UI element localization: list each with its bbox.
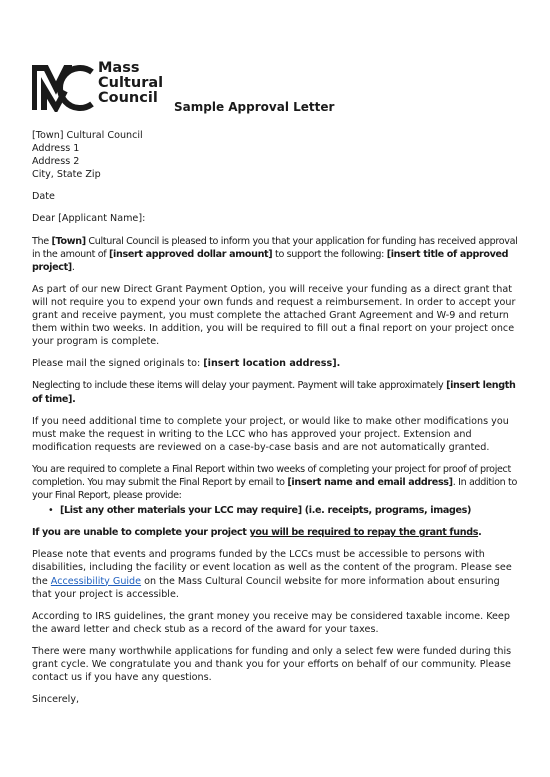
letter-body: [32, 129, 522, 715]
logo-line-cultural: Cultural: [98, 75, 164, 91]
bullet-icon: •: [48, 505, 54, 517]
text-run: If you are unable to complete your project: [32, 527, 250, 539]
closing: Sincerely,: [32, 694, 80, 706]
address-line: Address 1: [32, 143, 80, 155]
logo-wordmark: [98, 61, 163, 106]
placeholder-time: [insert length of time].: [32, 380, 516, 405]
salutation: Dear [Applicant Name]:: [32, 213, 146, 225]
text-run: on the Mass Cultural Council website for more information about ensuring that your project is accessible.: [32, 575, 500, 600]
text-run: .: [478, 527, 482, 539]
text-run: You are required to complete a Final Report within two weeks of completing your project for proof of project completion. You may submit the Final Report by email to: [32, 463, 511, 488]
logo-line-council: Council: [98, 90, 158, 106]
paragraph-mail: [32, 357, 522, 370]
paragraph-final-report: [32, 463, 522, 502]
address-line: [Town] Cultural Council: [32, 130, 143, 141]
date-line: Date: [32, 191, 55, 203]
placeholder-contact: [insert name and email address]: [287, 476, 453, 488]
repay-warning: you will be required to repay the grant funds: [249, 527, 479, 539]
paragraph-payment-time: [32, 379, 522, 405]
logo-line-mass: Mass: [98, 60, 140, 76]
paragraph-approval: [32, 235, 522, 274]
paragraph-direct-grant: As part of our new Direct Grant Payment Option, you will receive your funding as a direct grant that will not require you to expend your own funds and request a reimbursement. In order to accept your grant and receive payment, you must complete the attached Grant Agreement and W-9 and return them within two weeks. In addition, you will be required to fill out a final report on your project once your program is complete.: [32, 283, 516, 348]
placeholder-materials: [List any other materials your LCC may require] (i.e. receipts, programs, images): [60, 505, 472, 517]
placeholder-location: [insert location address].: [203, 358, 341, 370]
paragraph-irs: According to IRS guidelines, the grant money you receive may be considered taxable income. Keep the award letter and check stub as a record of the award for your taxes.: [32, 610, 510, 635]
text-run: . In addition to your Final Report, please provide:: [32, 476, 517, 502]
text-run: Please mail the signed originals to:: [32, 358, 204, 370]
placeholder-project: [insert title of approved project]: [32, 248, 509, 273]
address-line: Address 2: [32, 156, 80, 168]
text-run: The: [32, 235, 52, 247]
paragraph-accessibility: [32, 548, 522, 600]
list-item: [32, 504, 522, 517]
mass-cultural-council-logo-icon: [32, 64, 94, 112]
paragraph-repay: [32, 526, 522, 539]
paragraph-thanks: There were many worthwhile applications for funding and only a select few were funded during this grant cycle. We congratulate you and thank you for your efforts on behalf of our community. Please contact us if you have any questions.: [32, 645, 512, 684]
text-run: Please note that events and programs funded by the LCCs must be accessible to persons with disabilities, including the facility or event location as well as the content of the program. Please see the: [32, 549, 512, 587]
text-run: to support the following:: [272, 248, 387, 260]
placeholder-amount: [insert approved dollar amount]: [109, 248, 273, 260]
letterhead: [32, 58, 532, 118]
text-run: Neglecting to include these items will delay your payment. Payment will take approximately: [32, 380, 447, 392]
text-run: Cultural Council is pleased to inform you that your application for funding has received approval in the amount of: [32, 235, 518, 260]
recipient-address: [32, 129, 522, 181]
accessibility-guide-link[interactable]: Accessibility Guide: [50, 575, 142, 587]
text-run: .: [71, 261, 75, 273]
placeholder-town: [Town]: [51, 235, 86, 247]
paragraph-modifications: If you need additional time to complete your project, or would like to make other modifications you must make the request in writing to the LCC who has approved your project. Extension and modification requests are reviewed on a case-by-case basis and are not automatically granted.: [32, 415, 509, 453]
document-title: Sample Approval Letter: [174, 100, 335, 114]
address-line: City, State Zip: [32, 169, 101, 181]
